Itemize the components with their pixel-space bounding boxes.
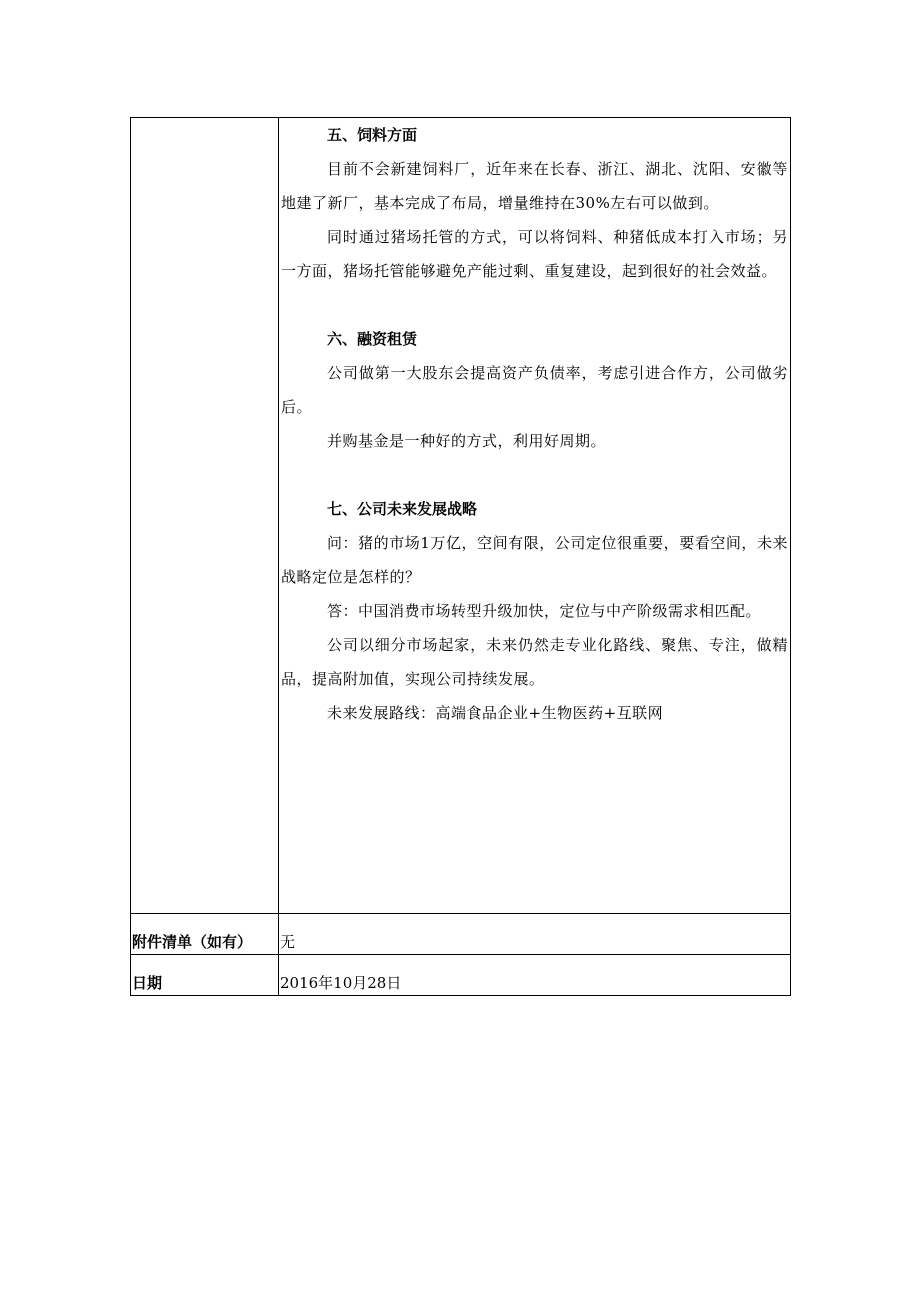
section-heading: 七、公司未来发展战略 [327,500,478,518]
section-future-strategy [281,492,788,730]
paragraph: 同时通过猪场托管的方式，可以将饲料、种猪低成本打入市场；另一方面，猪场托管能够避免产能过剩、重复建设，起到很好的社会效益。 [281,228,788,280]
paragraph: 并购基金是一种好的方式，利用好周期。 [327,432,607,450]
section-spacer [281,288,788,322]
date-value: 2016年10月28日 [279,955,791,996]
content-row [131,118,791,914]
paragraph: 公司做第一大股东会提高资产负债率，考虑引进合作方，公司做劣后。 [281,364,788,416]
section-finance-lease [281,322,788,458]
paragraph: 未来发展路线：高端食品企业+生物医药+互联网 [327,704,664,722]
attachments-label: 附件清单（如有） [131,914,279,955]
section-spacer [281,458,788,492]
attachments-row [131,914,791,955]
content-cell [279,118,791,914]
attachments-value: 无 [279,914,791,955]
section-feed [281,118,788,288]
content-body [279,118,790,730]
section-heading: 五、饲料方面 [327,126,418,144]
content-label-cell [131,118,279,914]
paragraph: 目前不会新建饲料厂，近年来在长春、浙江、湖北、沈阳、安徽等地建了新厂，基本完成了布局，增量维持在30%左右可以做到。 [281,160,788,212]
date-label: 日期 [131,955,279,996]
section-heading: 六、融资租赁 [327,330,418,348]
record-table [130,117,791,996]
paragraph: 答：中国消费市场转型升级加快，定位与中产阶级需求相匹配。 [327,602,762,620]
date-row [131,955,791,996]
paragraph: 问：猪的市场1万亿，空间有限，公司定位很重要，要看空间，未来战略定位是怎样的？ [281,534,788,586]
paragraph: 公司以细分市场起家，未来仍然走专业化路线、聚焦、专注，做精品，提高附加值，实现公司持续发展。 [281,636,788,688]
